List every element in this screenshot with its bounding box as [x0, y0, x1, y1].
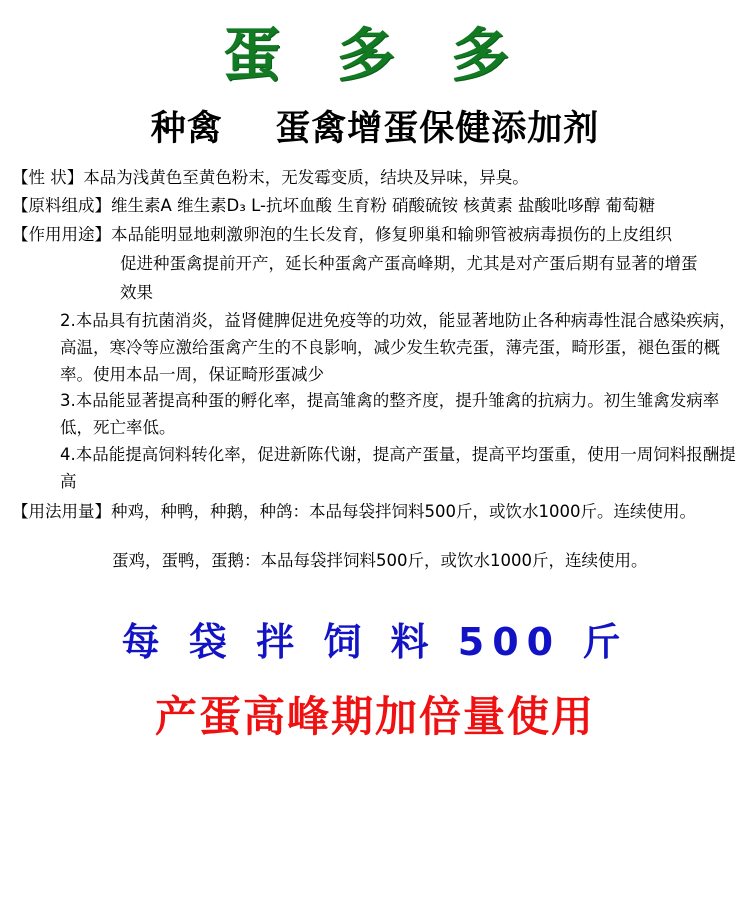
- section-dosage-line-2: 蛋鸡，蛋鸭，蛋鹅：本品每袋拌饲料500斤，或饮水1000斤，连续使用。: [112, 551, 648, 571]
- highlight-blue-text: 每 袋 拌 饲 料 500 斤: [121, 619, 629, 664]
- section-appearance-label: 【性 状】: [12, 167, 84, 187]
- section-usage-paragraph-4: 4.本品能提高饲料转化率，促进新陈代谢，提高产蛋量，提高平均蛋重，使用一周饲料报酬提高: [60, 444, 736, 491]
- section-appearance: [12, 165, 740, 192]
- section-dosage: [12, 499, 740, 526]
- section-usage: [12, 222, 740, 249]
- section-usage-label: 【作用用途】: [12, 225, 111, 245]
- highlight-red-text: 产蛋高峰期加倍量使用: [154, 691, 595, 741]
- section-dosage-label: 【用法用量】: [12, 502, 111, 522]
- body-content: [0, 165, 750, 575]
- product-subtitle: [0, 101, 750, 151]
- brand-title: 蛋 多 多: [222, 21, 528, 89]
- section-usage-paragraph-1b: 促进种蛋禽提前开产，延长种蛋禽产蛋高峰期，尤其是对产蛋后期有显著的增蛋: [120, 253, 698, 273]
- section-usage-paragraph-3: 3.本品能显著提高种蛋的孵化率，提高雏禽的整齐度，提升雏禽的抗病力。初生雏禽发病率低，死亡率低。: [60, 391, 720, 438]
- section-ingredients: [12, 193, 740, 220]
- section-ingredients-label: 【原料组成】: [12, 196, 111, 216]
- subtitle-right-text: 蛋禽增蛋保健添加剂: [275, 108, 600, 149]
- section-ingredients-text: 维生素A 维生素D₃ L-抗坏血酸 生育粉 硝酸硫铵 核黄素 盐酸吡哆醇 葡萄糖: [111, 196, 656, 216]
- subtitle-left-text: 种禽: [150, 108, 223, 149]
- section-usage-paragraph-1c: 效果: [120, 282, 153, 302]
- section-usage-paragraph-2: 2.本品具有抗菌消炎，益肾健脾促进免疫等的功效，能显著地防止各种病毒性混合感染疾病，高温，寒冷等应激给蛋禽产生的不良影响，减少发生软壳蛋，薄壳蛋，畸形蛋，褪色蛋的概率。使用本品一周，保证畸形蛋减少: [60, 311, 736, 384]
- section-dosage-line-1: 种鸡，种鸭，种鹅，种鸽：本品每袋拌饲料500斤，或饮水1000斤。连续使用。: [111, 502, 696, 522]
- section-appearance-text: 本品为浅黄色至黄色粉末，无发霉变质，结块及异味，异臭。: [83, 167, 529, 187]
- section-usage-paragraph-1: 本品能明显地刺激卵泡的生长发育，修复卵巢和输卵管被病毒损伤的上皮组织: [111, 225, 672, 245]
